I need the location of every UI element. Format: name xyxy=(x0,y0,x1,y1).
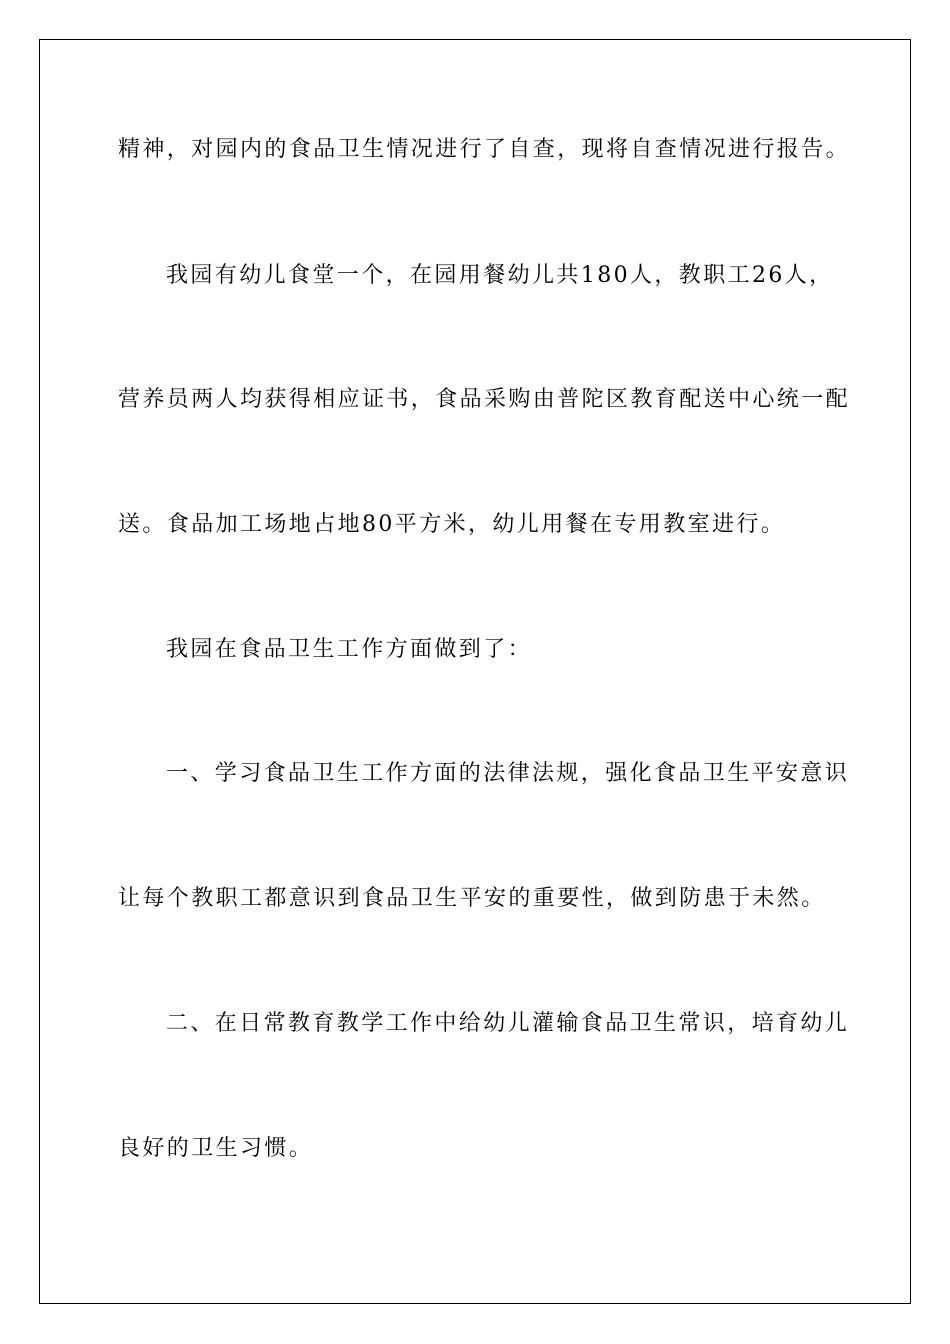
paragraph-line: 我园有幼儿食堂一个，在园用餐幼儿共180人，教职工26人， xyxy=(166,263,834,288)
paragraph-line: 我园在食品卫生工作方面做到了： xyxy=(166,637,533,662)
paragraph-line: 良好的卫生习惯。 xyxy=(118,1136,314,1161)
paragraph-line: 二、在日常教育教学工作中给幼儿灌输食品卫生常识，培育幼儿 xyxy=(166,1011,850,1036)
page-border xyxy=(39,39,911,1304)
paragraph-line: 让每个教职工都意识到食品卫生平安的重要性，做到防患于未然。 xyxy=(118,886,826,911)
paragraph-line: 精神，对园内的食品卫生情况进行了自查，现将自查情况进行报告。 xyxy=(118,137,851,162)
paragraph-line: 一、学习食品卫生工作方面的法律法规，强化食品卫生平安意识 xyxy=(166,761,850,786)
paragraph-line: 送。食品加工场地占地80平方米，幼儿用餐在专用教室进行。 xyxy=(118,512,786,537)
paragraph-line: 营养员两人均获得相应证书，食品采购由普陀区教育配送中心统一配 xyxy=(118,387,851,412)
